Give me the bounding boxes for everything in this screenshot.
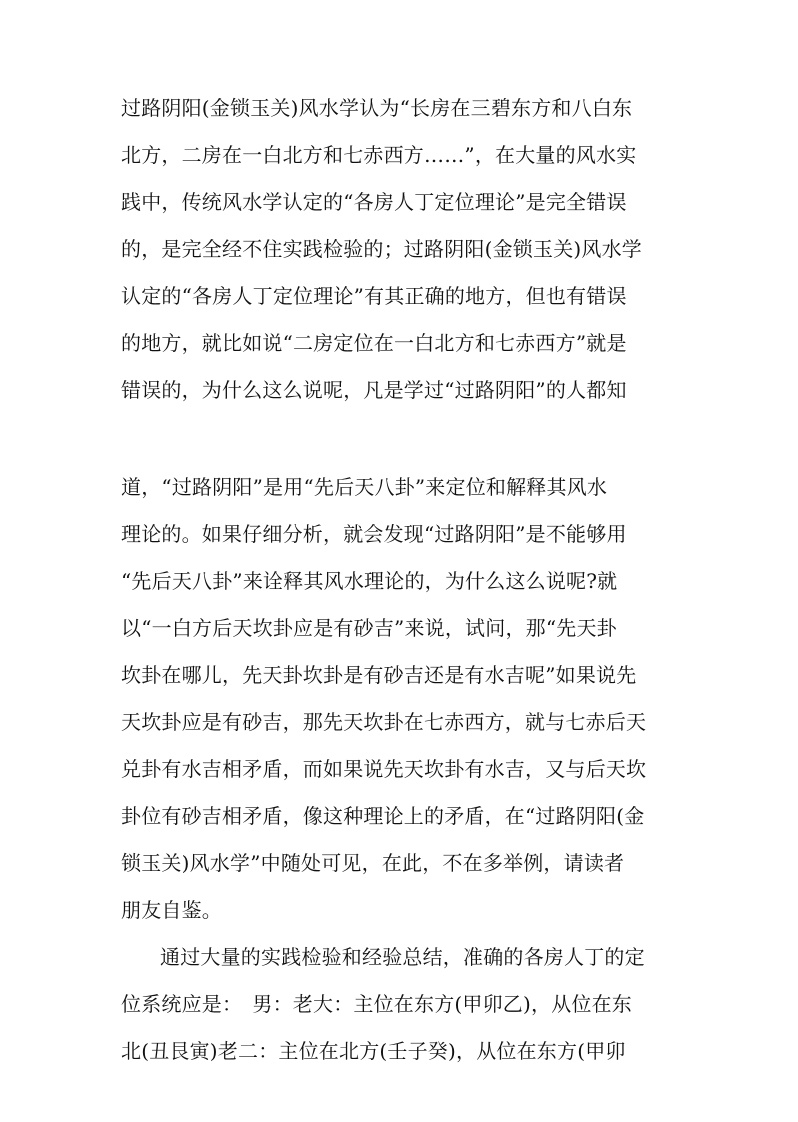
text-line: 践中，传统风水学认定的“各房人丁定位理论”是完全错误: [121, 190, 627, 214]
text-line: 理论的。如果仔细分析，就会发现“过路阴阳”是不能够用: [121, 522, 627, 546]
text-line: 坎卦在哪儿，先天卦坎卦是有砂吉还是有水吉呢”如果说先: [121, 663, 637, 687]
text-line: 锁玉关)风水学”中随处可见，在此，不在多举例，请读者: [121, 851, 625, 875]
text-line: 的地方，就比如说“二房定位在一白北方和七赤西方”就是: [121, 331, 627, 355]
text-line: 天坎卦应是有砂吉，那先天坎卦在七赤西方，就与七赤后天: [121, 710, 647, 734]
text-line: 道，“过路阴阳”是用“先后天八卦”来定位和解释其风水: [121, 475, 608, 499]
text-line: 朋友自鉴。: [121, 898, 222, 922]
text-line: 错误的，为什么这么说呢，凡是学过“过路阴阳”的人都知: [121, 378, 627, 402]
text-line: 位系统应是： 男：老大：主位在东方(甲卯乙)，从位在东: [121, 992, 633, 1016]
text-line: 的，是完全经不住实践检验的；过路阴阳(金锁玉关)风水学: [121, 237, 643, 261]
text-line: 过路阴阳(金锁玉关)风水学认为“长房在三碧东方和八白东: [121, 96, 633, 120]
text-line: 兑卦有水吉相矛盾，而如果说先天坎卦有水吉，又与后天坎: [121, 757, 647, 781]
text-line: 以“一白方后天坎卦应是有砂吉”来说，试问，那“先天卦: [121, 616, 617, 640]
text-line: 卦位有砂吉相矛盾，像这种理论上的矛盾，在“过路阴阳(金: [121, 804, 645, 828]
paragraph-first-line: 通过大量的实践检验和经验总结，准确的各房人丁的定: [160, 945, 645, 969]
text-line: 北(丑艮寅)老二：主位在北方(壬子癸)，从位在东方(甲卯: [121, 1039, 626, 1063]
text-line: 认定的“各房人丁定位理论”有其正确的地方，但也有错误: [121, 284, 627, 308]
text-line: “先后天八卦”来诠释其风水理论的，为什么这么说呢?就: [121, 569, 618, 593]
text-line: 北方，二房在一白北方和七赤西方……”，在大量的风水实: [121, 143, 637, 167]
